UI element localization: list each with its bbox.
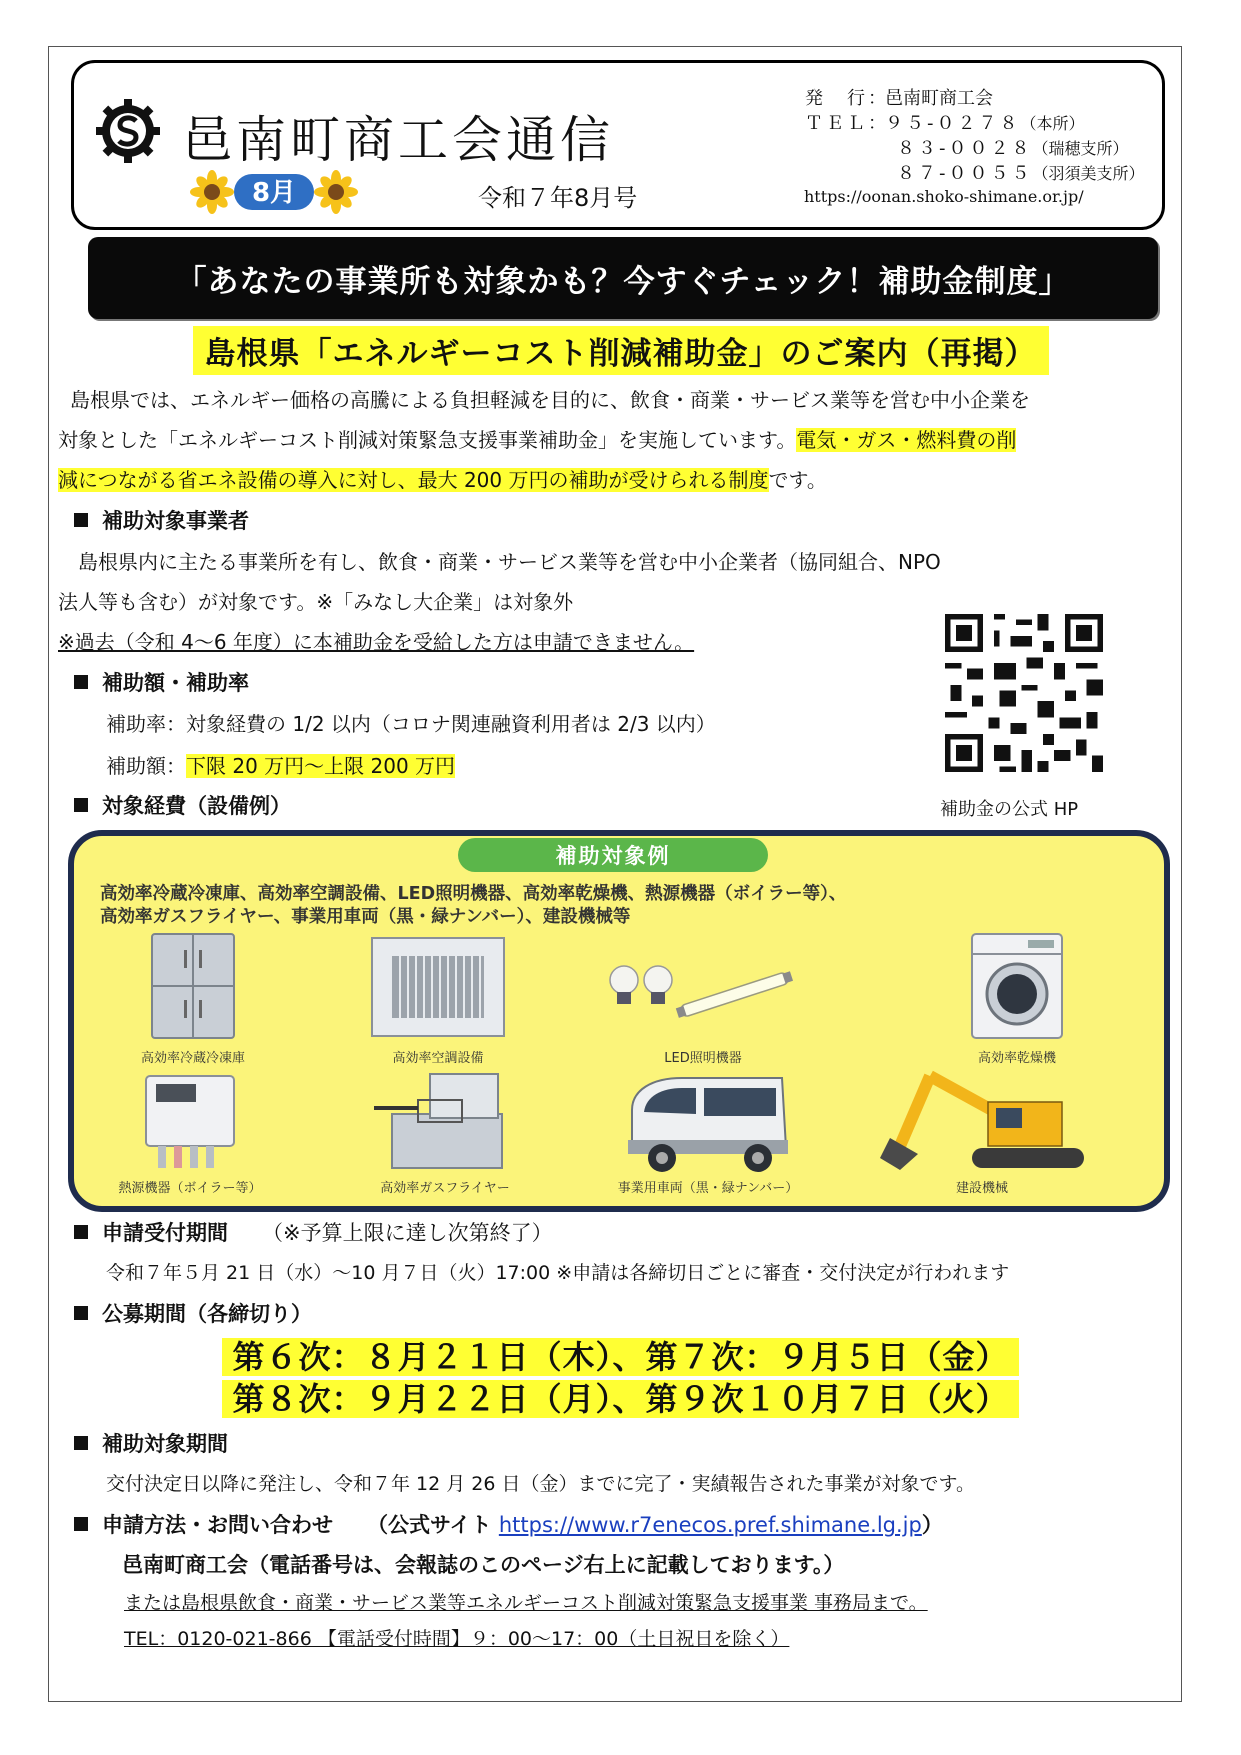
intro-line-3-highlight: 減につながる省エネ設備の導入に対し、最大 200 万円の補助が受けられる制度 [58, 468, 769, 492]
item-construction-machine: 建設機械 [955, 1181, 1008, 1196]
section-rounds-heading [74, 1298, 312, 1328]
phone-mizuho-branch: （瑞穂支所） [1032, 139, 1129, 158]
dryer-illustration [968, 930, 1066, 1042]
rounds-line-1: 第６次：８月２１日（木）、第７次：９月５日（金） [222, 1338, 1018, 1376]
qr-code[interactable] [945, 614, 1103, 772]
air-conditioner-illustration [368, 934, 508, 1040]
section-amount-title: 補助額・補助率 [102, 671, 249, 695]
construction-machine-illustration [870, 1066, 1090, 1174]
intro-line-3 [58, 464, 827, 493]
item-gas-fryer: 高効率ガスフライヤー [380, 1181, 510, 1196]
item-air-conditioner: 高効率空調設備 [392, 1051, 484, 1066]
equipment-list-line-1: 高効率冷蔵冷凍庫、高効率空調設備、LED照明機器、高効率乾燥機、熱源機器（ボイラー等）、 [100, 884, 847, 904]
section-period-note: （※予算上限に達し次第終了） [262, 1221, 553, 1245]
section-period-title: 申請受付期間 [102, 1221, 228, 1245]
rounds-line-2-wrap [0, 1374, 1241, 1420]
section-expenses-title: 対象経費（設備例） [102, 794, 291, 818]
intro-line-3-plain: です。 [768, 468, 827, 492]
phone-mizuho: ８３-００２８ [897, 138, 1033, 159]
headline-banner: 「あなたの事業所も対象かも？今すぐチェック！補助金制度」 [88, 237, 1158, 319]
target-line-3: ※過去（令和 4～6 年度）に本補助金を受給した方は申請できません。 [58, 630, 695, 654]
section-subsidy-period-heading [74, 1428, 228, 1458]
led-lighting-illustration [606, 958, 796, 1028]
section-period-heading [74, 1217, 553, 1247]
intro-line-2-highlight: 電気・ガス・燃料費の削 [796, 428, 1017, 452]
subsidy-period-text: 交付決定日以降に発注し、令和７年 12 月 26 日（金）までに完了・実績報告された事業が対象です。 [106, 1473, 975, 1495]
shokokai-gear-logo [95, 98, 161, 164]
contact-site-label: （公式サイト [367, 1513, 499, 1537]
section-subsidy-period-title: 補助対象期間 [102, 1432, 228, 1456]
equipment-list-line-2: 高効率ガスフライヤー、事業用車両（黒・緑ナンバー）、建設機械等 [100, 907, 631, 927]
contact-site-close: ） [921, 1513, 943, 1537]
contact-line-2: または島根県飲食・商業・サービス業等エネルギーコスト削減対策緊急支援事業 事務局まで。 [124, 1592, 928, 1614]
subsidy-amount-value: 下限 20 万円～上限 200 万円 [186, 754, 456, 778]
subsidy-rate: 補助率：対象経費の 1/2 以内（コロナ関連融資利用者は 2/3 以内） [106, 712, 716, 736]
gas-fryer-illustration [370, 1070, 520, 1172]
item-dryer: 高効率乾燥機 [977, 1051, 1056, 1066]
target-line-2: 法人等も含む）が対象です。※「みなし大企業」は対象外 [58, 590, 574, 614]
publisher-name: 邑南町商工会 [885, 88, 993, 109]
issue-label: 令和７年8月号 [478, 184, 638, 212]
section-contact-heading [74, 1509, 943, 1539]
item-boiler: 熱源機器（ボイラー等） [118, 1181, 262, 1196]
refrigerator-illustration [148, 930, 238, 1042]
section-target-heading [74, 505, 249, 535]
section-amount-heading [74, 667, 249, 697]
target-line-1: 島根県内に主たる事業所を有し、飲食・商業・サービス業等を営む中小企業者（協同組合、NPO [78, 550, 941, 574]
intro-line-1: 島根県では、エネルギー価格の高騰による負担軽減を目的に、飲食・商業・サービス業等を営む中小企業を [70, 388, 1030, 412]
equipment-tag: 補助対象例 [458, 838, 768, 872]
section-target-title: 補助対象事業者 [102, 509, 249, 533]
intro-line-2-plain: 対象とした「エネルギーコスト削減対策緊急支援事業補助金」を実施しています。 [58, 428, 797, 452]
rounds-line-1-wrap [0, 1332, 1241, 1378]
newsletter-title: 邑南町商工会通信 [182, 111, 614, 169]
period-text: 令和７年５月 21 日（水）～10 月７日（火）17:00 ※申請は各締切日ごとに審査・交付決定が行われます [106, 1262, 1010, 1284]
item-refrigerator: 高効率冷蔵冷凍庫 [140, 1051, 245, 1066]
intro-line-2 [58, 424, 1016, 453]
subsidy-amount [106, 750, 455, 779]
website-url[interactable]: https://oonan.shoko-shimane.or.jp/ [804, 187, 1084, 206]
official-site-link[interactable]: https://www.r7enecos.pref.shimane.lg.jp [498, 1513, 922, 1537]
phone-main-branch: （本所） [1020, 114, 1085, 133]
article-subtitle: 島根県「エネルギーコスト削減補助金」のご案内（再掲） [193, 326, 1049, 375]
item-commercial-vehicle: 事業用車両（黒・緑ナンバー） [617, 1181, 799, 1196]
publisher-key: 発 行： [805, 88, 889, 109]
rounds-line-2: 第８次：９月２２日（月）、第９次１０月７日（火） [222, 1380, 1018, 1418]
section-rounds-title: 公募期間（各締切り） [102, 1302, 312, 1326]
contact-line-1: 邑南町商工会（電話番号は、会報誌のこのページ右上に記載しております。） [122, 1553, 845, 1577]
phone-hasumi-branch: （羽須美支所） [1032, 164, 1145, 183]
contact-line-3: TEL：0120-021-866 【電話受付時間】９：00～17：00（土日祝日を除く） [124, 1628, 790, 1650]
item-led-lighting: LED照明機器 [664, 1051, 742, 1066]
qr-caption: 補助金の公式 HP [940, 799, 1079, 820]
tel-key: ＴＥＬ： [805, 113, 889, 134]
phone-main: ９５-０２７８ [885, 113, 1021, 134]
phone-hasumi: ８７-００５５ [897, 163, 1033, 184]
section-contact-title: 申請方法・お問い合わせ [102, 1513, 333, 1537]
commercial-vehicle-illustration [622, 1070, 792, 1178]
publisher-info [805, 86, 1145, 186]
subsidy-amount-label: 補助額： [106, 754, 186, 778]
boiler-illustration [140, 1072, 240, 1172]
section-expenses-heading [74, 790, 291, 820]
month-badge-label: 8月 [251, 178, 297, 208]
